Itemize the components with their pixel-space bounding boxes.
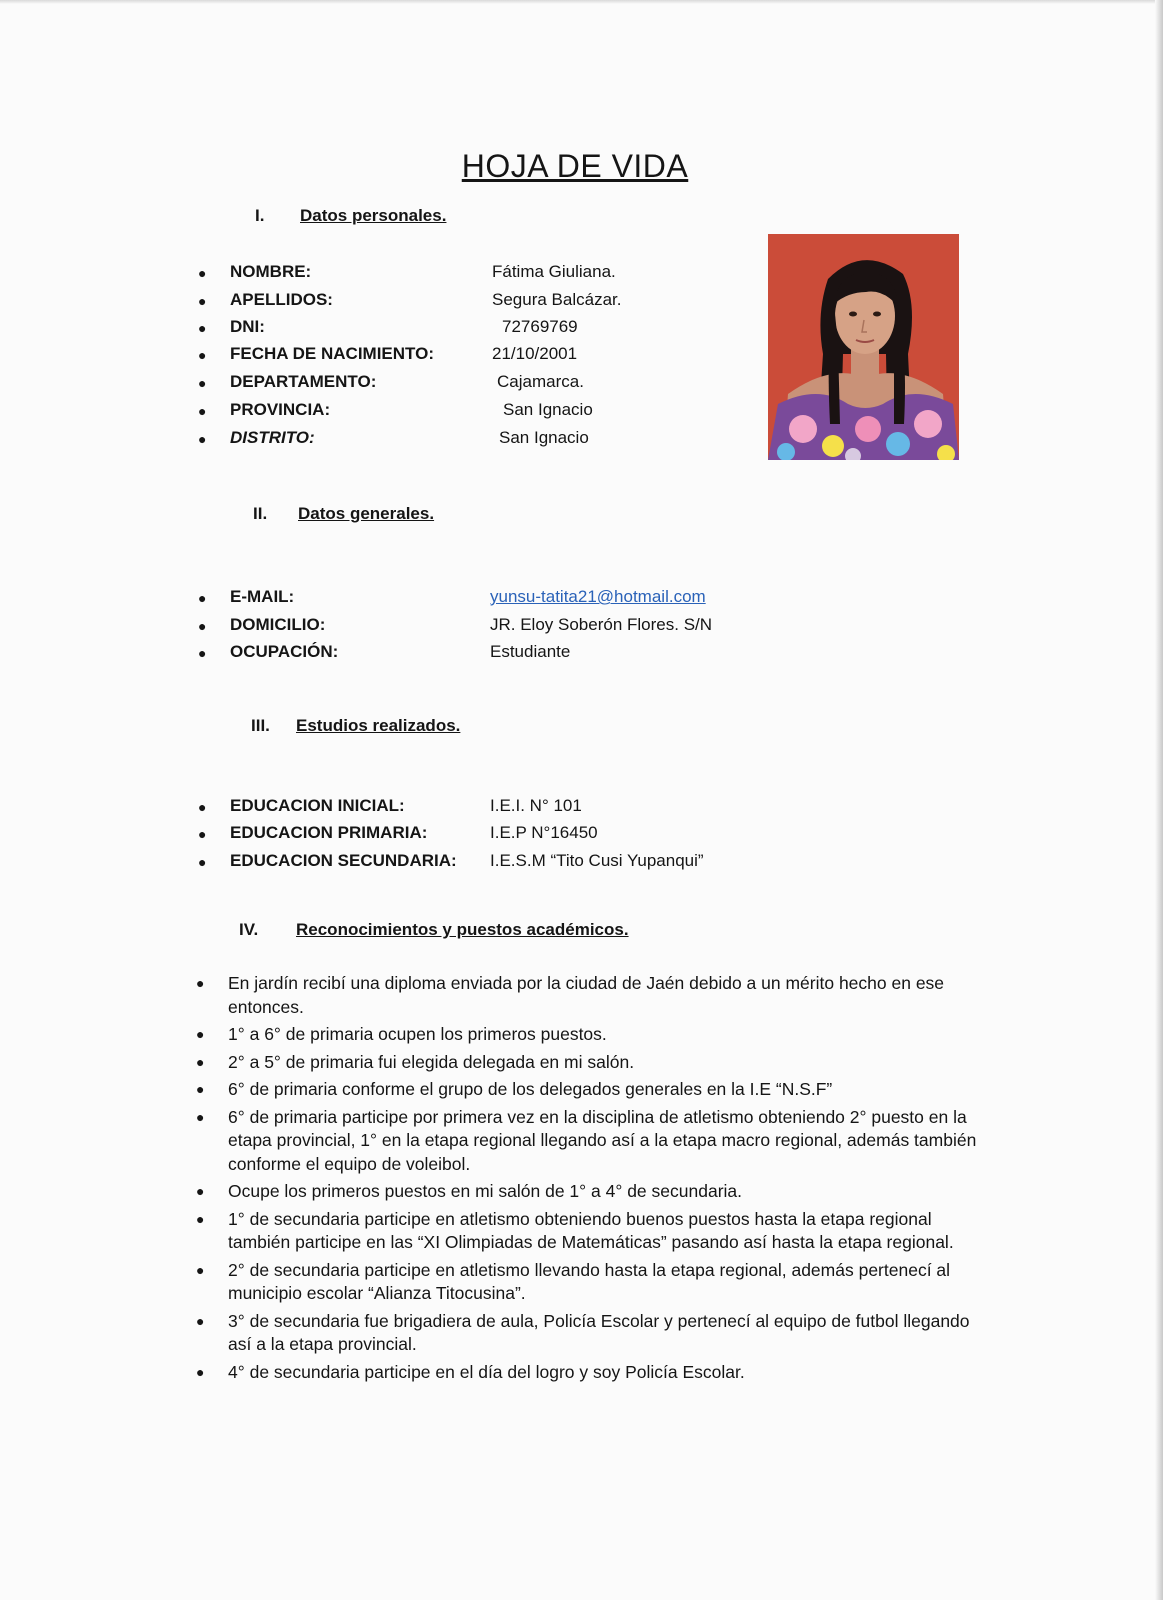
field-label: EDUCACION INICIAL: (230, 796, 405, 815)
section-title: Datos generales. (298, 504, 435, 523)
field-label: EDUCACION SECUNDARIA: (230, 851, 457, 870)
bullet-icon: ● (198, 826, 207, 842)
bullet-icon: ● (196, 1210, 205, 1227)
list-item-text: 1° a 6° de primaria ocupen los primeros puestos. (228, 1024, 607, 1044)
list-item-text: 3° de secundaria fue brigadiera de aula, Policía Escolar y pertenecí al equipo de futbol llegando así a la etapa provincial. (228, 1310, 970, 1354)
field-value: San Ignacio (503, 400, 593, 419)
bullet-icon: ● (198, 590, 207, 606)
list-item-text: 2° de secundaria participe en atletismo llevando hasta la etapa regional, además pertenecí al municipio escolar “Alianza Titocusina”. (228, 1259, 951, 1303)
field-value: 72769769 (502, 317, 578, 336)
field-value: Estudiante (490, 642, 571, 661)
bullet-icon: ● (196, 1363, 205, 1380)
list-item (196, 1259, 996, 1306)
bullet-icon: ● (198, 645, 207, 661)
field-value: 21/10/2001 (492, 344, 578, 363)
bullet-icon: ● (196, 1026, 205, 1042)
scan-edge-top (0, 0, 1163, 4)
field-label: DEPARTAMENTO: (230, 372, 377, 391)
field-value: I.E.S.M “Tito Cusi Yupanqui” (490, 851, 704, 870)
list-item (196, 1180, 996, 1204)
field-value: Segura Balcázar. (492, 290, 622, 309)
list-item-text: Ocupe los primeros puestos en mi salón de 1° a 4° de secundaria. (228, 1181, 743, 1201)
list-item-text: 6° de primaria conforme el grupo de los delegados generales en la I.E “N.S.F” (228, 1079, 833, 1099)
field-label: NOMBRE: (230, 262, 312, 281)
bullet-icon: ● (198, 320, 207, 336)
list-item (196, 1310, 996, 1357)
bullet-icon: ● (198, 375, 207, 391)
scan-edge-right (1155, 0, 1163, 1600)
list-item-text: 2° a 5° de primaria fui elegida delegada en mi salón. (228, 1051, 635, 1072)
list-item (196, 1023, 996, 1047)
field-value: Fátima Giuliana. (492, 262, 616, 281)
bullet-icon: ● (196, 975, 205, 991)
bullet-icon: ● (198, 799, 207, 815)
field-label: PROVINCIA: (230, 400, 331, 419)
list-item (196, 1361, 996, 1385)
field-label: DNI: (230, 317, 265, 336)
bullet-icon: ● (198, 854, 207, 870)
bullet-icon: ● (198, 403, 207, 419)
field-label: FECHA DE NACIMIENTO: (230, 344, 434, 363)
bullet-icon: ● (196, 1261, 205, 1278)
bullet-icon: ● (198, 431, 207, 447)
field-label: EDUCACION PRIMARIA: (230, 823, 428, 842)
bullet-icon: ● (198, 347, 207, 363)
list-item (196, 972, 996, 1019)
bullet-icon: ● (196, 1081, 205, 1097)
field-value: San Ignacio (499, 428, 589, 447)
list-item-text: 1° de secundaria participe en atletismo obteniendo buenos puestos hasta la etapa regional también participe en las “XI Olimpiadas de Matemáticas” pasando así hasta la etapa regional. (228, 1208, 954, 1252)
bullet-icon: ● (196, 1312, 205, 1329)
bullet-icon: ● (198, 265, 207, 281)
field-value: I.E.I. N° 101 (490, 796, 582, 815)
list-item-text: 4° de secundaria participe en el día del logro y soy Policía Escolar. (228, 1361, 745, 1382)
recognitions-list (196, 972, 996, 1388)
section-title: Reconocimientos y puestos académicos. (296, 920, 629, 939)
bullet-icon: ● (196, 1053, 205, 1070)
list-item (196, 1078, 996, 1102)
field-label: DISTRITO: (230, 428, 315, 447)
section-number: I. (255, 206, 265, 225)
profile-photo (768, 234, 959, 460)
bullet-icon: ● (196, 1108, 205, 1125)
list-item (196, 1106, 996, 1177)
document-title: HOJA DE VIDA (461, 148, 689, 184)
section-number: IV. (239, 920, 259, 939)
section-title: Estudios realizados. (296, 716, 461, 735)
section-number: II. (253, 504, 268, 523)
list-item (196, 1208, 996, 1255)
field-label: DOMICILIO: (230, 615, 326, 634)
section-number: III. (251, 716, 270, 735)
field-label: E-MAIL: (230, 587, 295, 606)
field-value: JR. Eloy Soberón Flores. S/N (490, 615, 713, 634)
email-link[interactable]: yunsu-tatita21@hotmail.com (490, 587, 706, 606)
list-item-text: En jardín recibí una diploma enviada por la ciudad de Jaén debido a un mérito hecho en ese entonces. (228, 973, 945, 1017)
field-label: APELLIDOS: (230, 290, 333, 309)
field-label: OCUPACIÓN: (230, 642, 339, 661)
list-item-text: 6° de primaria participe por primera vez en la disciplina de atletismo obteniendo 2° puesto en la etapa provincial, 1° en la etapa regional llegando así a la etapa macro regional, además también conforme el equipo de voleibol. (228, 1106, 977, 1174)
bullet-icon: ● (196, 1183, 205, 1199)
bullet-icon: ● (198, 293, 207, 309)
list-item (196, 1051, 996, 1075)
field-value: I.E.P N°16450 (490, 823, 598, 842)
field-value: Cajamarca. (497, 372, 584, 391)
section-title: Datos personales. (300, 206, 447, 225)
profile-photo-illustration (768, 234, 959, 460)
bullet-icon: ● (198, 618, 207, 634)
